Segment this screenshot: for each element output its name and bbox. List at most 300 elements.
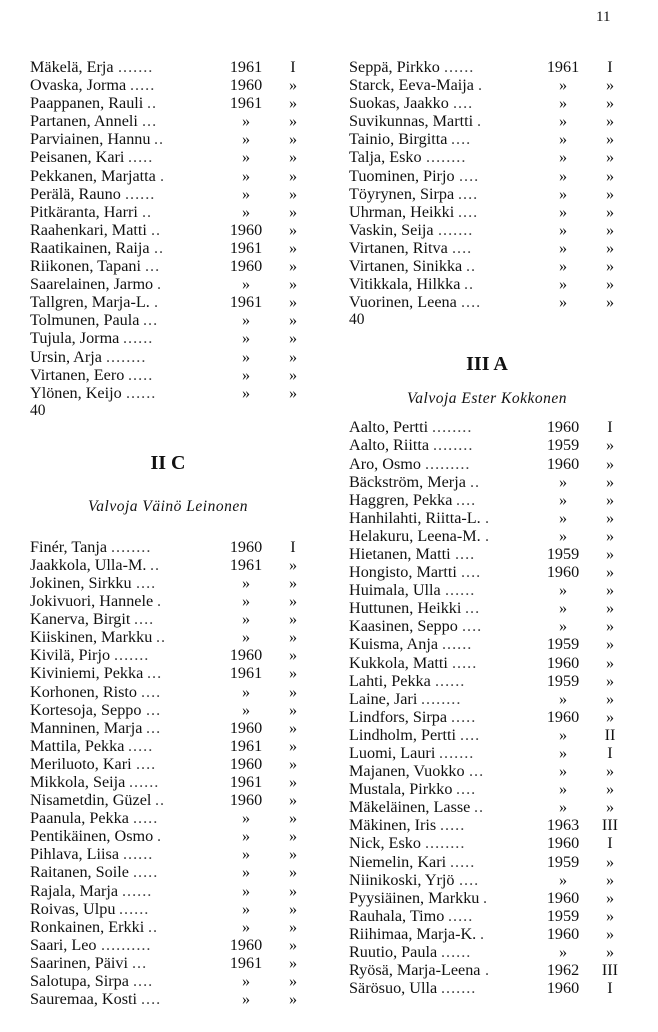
class-level: » bbox=[288, 646, 298, 665]
student-name: Perälä, Rauno bbox=[30, 184, 121, 203]
leader-dots: .. bbox=[156, 628, 167, 647]
class-level: » bbox=[288, 917, 298, 936]
student-row bbox=[30, 900, 306, 918]
leader-dots: .... bbox=[460, 725, 481, 744]
birth-year: » bbox=[558, 220, 568, 239]
left-column bbox=[30, 58, 306, 1008]
birth-year: » bbox=[241, 809, 251, 828]
student-name: Lindholm, Pertti bbox=[349, 725, 457, 744]
leader-dots: .... bbox=[451, 130, 472, 149]
birth-year: » bbox=[558, 581, 568, 600]
birth-year: » bbox=[558, 780, 568, 799]
leader-dots: . bbox=[480, 924, 486, 943]
class-level: » bbox=[288, 166, 298, 185]
student-count: 40 bbox=[349, 311, 365, 329]
birth-year: 1960 bbox=[229, 76, 263, 95]
student-name: Lahti, Pekka bbox=[349, 671, 431, 690]
leader-dots: .... bbox=[452, 238, 473, 257]
class-level: » bbox=[288, 935, 298, 954]
class-level: » bbox=[605, 76, 615, 95]
birth-year: » bbox=[241, 827, 251, 846]
student-row bbox=[30, 628, 306, 646]
class-level: » bbox=[605, 617, 615, 636]
class-level: » bbox=[605, 94, 615, 113]
class-heading: III A bbox=[466, 353, 508, 376]
leader-dots: ..... bbox=[451, 707, 477, 726]
leader-dots: .... bbox=[461, 293, 482, 312]
student-list bbox=[349, 58, 625, 311]
birth-year: » bbox=[558, 490, 568, 509]
birth-year: 1960 bbox=[229, 718, 263, 737]
leader-dots: ...... bbox=[123, 845, 154, 864]
class-level: II bbox=[604, 725, 616, 744]
leader-dots: ........ bbox=[111, 537, 152, 556]
class-level: » bbox=[288, 202, 298, 221]
class-level: » bbox=[288, 881, 298, 900]
student-row bbox=[30, 221, 306, 239]
student-row bbox=[30, 683, 306, 701]
student-name: Huttunen, Heikki bbox=[349, 599, 462, 618]
student-name: Kivilä, Pirjo bbox=[30, 646, 111, 665]
class-level: » bbox=[605, 798, 615, 817]
class-level: » bbox=[605, 526, 615, 545]
student-row bbox=[349, 257, 625, 275]
birth-year: 1960 bbox=[229, 935, 263, 954]
class-level: » bbox=[605, 943, 615, 962]
student-row bbox=[349, 167, 625, 185]
birth-year: » bbox=[558, 943, 568, 962]
student-name: Virtanen, Eero bbox=[30, 365, 125, 384]
birth-year: » bbox=[241, 990, 251, 1009]
birth-year: 1959 bbox=[546, 852, 580, 871]
student-row bbox=[349, 871, 625, 889]
leader-dots: ...... bbox=[129, 773, 160, 791]
birth-year: » bbox=[241, 184, 251, 203]
leader-dots: . bbox=[154, 293, 160, 312]
leader-dots: .... bbox=[136, 754, 157, 773]
student-row bbox=[349, 617, 625, 635]
leader-dots: . bbox=[478, 76, 484, 95]
leader-dots: ..... bbox=[452, 653, 478, 672]
student-name: Majanen, Vuokko bbox=[349, 762, 465, 781]
class-level: » bbox=[288, 700, 298, 719]
student-row bbox=[30, 845, 306, 863]
leader-dots: .... bbox=[456, 780, 477, 799]
leader-dots: ... bbox=[147, 664, 163, 683]
student-row bbox=[30, 348, 306, 366]
student-name: Jokivuori, Hannele bbox=[30, 592, 154, 611]
class-level: » bbox=[605, 581, 615, 600]
student-row bbox=[30, 148, 306, 166]
class-level: I bbox=[607, 744, 613, 762]
student-name: Helakuru, Leena-M. bbox=[349, 526, 481, 545]
leader-dots: ... bbox=[146, 700, 162, 719]
birth-year: 1961 bbox=[229, 293, 263, 312]
birth-year: » bbox=[558, 166, 568, 185]
student-row bbox=[30, 239, 306, 257]
class-supervisor: Valvoja Väinö Leinonen bbox=[88, 497, 248, 515]
class-level: » bbox=[288, 827, 298, 846]
student-name: Tuominen, Pirjo bbox=[349, 166, 455, 185]
student-name: Kaasinen, Seppo bbox=[349, 617, 458, 636]
leader-dots: ..... bbox=[128, 365, 154, 384]
birth-year: 1961 bbox=[229, 736, 263, 755]
birth-year: » bbox=[558, 526, 568, 545]
leader-dots: .... bbox=[134, 610, 155, 629]
class-level: » bbox=[605, 544, 615, 563]
student-name: Raatikainen, Raija bbox=[30, 238, 150, 257]
student-row bbox=[349, 744, 625, 762]
birth-year: » bbox=[558, 275, 568, 294]
class-level: » bbox=[605, 635, 615, 654]
class-level: » bbox=[288, 112, 298, 131]
student-name: Bäckström, Merja bbox=[349, 472, 466, 491]
birth-year: 1960 bbox=[546, 979, 580, 998]
birth-year: » bbox=[558, 508, 568, 527]
leader-dots: ........ bbox=[426, 148, 467, 167]
student-name: Kukkola, Matti bbox=[349, 653, 448, 672]
leader-dots: .... bbox=[141, 682, 162, 701]
student-name: Salotupa, Sirpa bbox=[30, 972, 129, 991]
class-level: » bbox=[288, 238, 298, 257]
class-level: I bbox=[607, 58, 613, 76]
student-name: Nisametdin, Güzel bbox=[30, 791, 152, 810]
birth-year: » bbox=[558, 293, 568, 312]
right-column bbox=[349, 58, 625, 997]
student-name: Riihimaa, Marja-K. bbox=[349, 924, 477, 943]
class-level: » bbox=[605, 238, 615, 257]
birth-year: » bbox=[241, 881, 251, 900]
student-row bbox=[349, 436, 625, 454]
birth-year: » bbox=[241, 700, 251, 719]
student-row bbox=[30, 918, 306, 936]
student-row bbox=[30, 701, 306, 719]
student-name: Niinikoski, Yrjö bbox=[349, 870, 455, 889]
student-row bbox=[30, 94, 306, 112]
birth-year: 1962 bbox=[546, 961, 580, 980]
student-row bbox=[349, 473, 625, 491]
student-name: Partanen, Anneli bbox=[30, 112, 138, 131]
student-name: Kanerva, Birgit bbox=[30, 610, 131, 629]
student-name: Vaskin, Seija bbox=[349, 220, 434, 239]
student-name: Pitkäranta, Harri bbox=[30, 202, 138, 221]
student-name: Jokinen, Sirkku bbox=[30, 573, 132, 592]
birth-year: 1960 bbox=[546, 888, 580, 907]
leader-dots: . bbox=[160, 166, 166, 185]
class-level: » bbox=[288, 863, 298, 882]
student-name: Mikkola, Seija bbox=[30, 773, 126, 791]
class-level: » bbox=[288, 573, 298, 592]
birth-year: 1961 bbox=[546, 58, 580, 76]
student-row bbox=[30, 384, 306, 402]
leader-dots: . bbox=[485, 961, 491, 980]
leader-dots: .... bbox=[458, 184, 479, 203]
class-level: » bbox=[288, 682, 298, 701]
birth-year: 1960 bbox=[546, 834, 580, 853]
student-name: Rajala, Marja bbox=[30, 881, 119, 900]
student-row bbox=[30, 112, 306, 130]
class-level: III bbox=[601, 816, 619, 835]
student-row bbox=[30, 773, 306, 791]
birth-year: » bbox=[241, 682, 251, 701]
student-row bbox=[349, 635, 625, 653]
student-row bbox=[30, 185, 306, 203]
birth-year: » bbox=[241, 275, 251, 294]
class-supervisor: Valvoja Ester Kokkonen bbox=[407, 390, 567, 408]
class-level: » bbox=[605, 707, 615, 726]
class-level: » bbox=[605, 599, 615, 618]
student-row bbox=[349, 203, 625, 221]
birth-year: 1960 bbox=[229, 257, 263, 276]
leader-dots: ........ bbox=[433, 436, 474, 455]
class-level: » bbox=[288, 365, 298, 384]
birth-year: 1963 bbox=[546, 816, 580, 835]
birth-year: » bbox=[241, 148, 251, 167]
class-level: » bbox=[605, 184, 615, 203]
birth-year: » bbox=[241, 311, 251, 330]
student-row bbox=[30, 366, 306, 384]
student-row bbox=[30, 293, 306, 311]
student-name: Seppä, Pirkko bbox=[349, 58, 440, 76]
leader-dots: ..... bbox=[128, 736, 154, 755]
student-row bbox=[349, 780, 625, 798]
leader-dots: ........ bbox=[106, 347, 147, 366]
birth-year: » bbox=[558, 238, 568, 257]
leader-dots: .... bbox=[461, 563, 482, 582]
student-row bbox=[349, 221, 625, 239]
birth-year: 1960 bbox=[229, 537, 263, 556]
birth-year: » bbox=[241, 628, 251, 647]
class-level: » bbox=[605, 275, 615, 294]
student-row bbox=[349, 672, 625, 690]
student-row bbox=[30, 556, 306, 574]
student-name: Parviainen, Hannu bbox=[30, 130, 151, 149]
birth-year: » bbox=[241, 863, 251, 882]
student-name: Paappanen, Rauli bbox=[30, 94, 144, 113]
student-name: Peisanen, Kari bbox=[30, 148, 125, 167]
student-row bbox=[30, 936, 306, 954]
class-level: » bbox=[288, 148, 298, 167]
class-level: » bbox=[605, 220, 615, 239]
birth-year: 1959 bbox=[546, 436, 580, 455]
leader-dots: ....... bbox=[439, 744, 475, 762]
class-level: » bbox=[605, 454, 615, 473]
student-name: Aalto, Riitta bbox=[349, 436, 430, 455]
leader-dots: .. bbox=[150, 555, 161, 574]
student-row bbox=[30, 592, 306, 610]
birth-year: 1961 bbox=[229, 94, 263, 113]
student-list bbox=[349, 418, 625, 997]
birth-year: » bbox=[241, 166, 251, 185]
student-name: Luomi, Lauri bbox=[349, 744, 436, 762]
class-level: » bbox=[605, 293, 615, 312]
student-row bbox=[30, 719, 306, 737]
birth-year: 1961 bbox=[229, 664, 263, 683]
student-name: Saarelainen, Jarmo bbox=[30, 275, 154, 294]
birth-year: » bbox=[241, 899, 251, 918]
birth-year: » bbox=[558, 798, 568, 817]
page-number: 11 bbox=[596, 9, 611, 25]
class-level: » bbox=[605, 508, 615, 527]
student-name: Kuisma, Anja bbox=[349, 635, 439, 654]
student-name: Virtanen, Sinikka bbox=[349, 257, 463, 276]
leader-dots: .. bbox=[154, 130, 165, 149]
leader-dots: .... bbox=[459, 166, 480, 185]
class-level: » bbox=[288, 592, 298, 611]
leader-dots: .... bbox=[459, 870, 480, 889]
student-row bbox=[349, 275, 625, 293]
birth-year: » bbox=[241, 592, 251, 611]
student-name: Saarinen, Päivi bbox=[30, 953, 129, 972]
student-row bbox=[30, 538, 306, 556]
class-level: » bbox=[288, 76, 298, 95]
leader-dots: ........ bbox=[425, 834, 466, 853]
class-level: » bbox=[605, 780, 615, 799]
student-name: Vuorinen, Leena bbox=[349, 293, 457, 312]
class-level: » bbox=[288, 736, 298, 755]
leader-dots: .... bbox=[133, 972, 154, 991]
birth-year: » bbox=[558, 762, 568, 781]
student-name: Ryösä, Marja-Leena bbox=[349, 961, 481, 980]
birth-year: 1961 bbox=[229, 953, 263, 972]
student-row bbox=[349, 491, 625, 509]
student-name: Haggren, Pekka bbox=[349, 490, 453, 509]
student-row bbox=[30, 972, 306, 990]
leader-dots: .... bbox=[462, 617, 483, 636]
student-row bbox=[349, 599, 625, 617]
student-name: Tolmunen, Paula bbox=[30, 311, 140, 330]
student-row bbox=[30, 574, 306, 592]
leader-dots: .. bbox=[466, 257, 477, 276]
leader-dots: .... bbox=[455, 544, 476, 563]
class-level: » bbox=[288, 990, 298, 1009]
leader-dots: ........ bbox=[432, 418, 473, 437]
birth-year: 1961 bbox=[229, 773, 263, 791]
leader-dots: .... bbox=[456, 490, 477, 509]
class-level: » bbox=[288, 275, 298, 294]
class-level: » bbox=[605, 653, 615, 672]
student-row bbox=[349, 943, 625, 961]
birth-year: » bbox=[558, 202, 568, 221]
birth-year: » bbox=[241, 917, 251, 936]
class-level: » bbox=[605, 436, 615, 455]
student-name: Aro, Osmo bbox=[349, 454, 421, 473]
student-name: Korhonen, Risto bbox=[30, 682, 138, 701]
student-row bbox=[349, 708, 625, 726]
leader-dots: .. bbox=[151, 220, 162, 239]
leader-dots: ...... bbox=[441, 943, 472, 962]
student-row bbox=[349, 690, 625, 708]
birth-year: 1961 bbox=[229, 555, 263, 574]
class-heading: II C bbox=[150, 451, 186, 474]
student-row bbox=[30, 167, 306, 185]
leader-dots: .. bbox=[464, 275, 475, 294]
student-name: Tainio, Birgitta bbox=[349, 130, 448, 149]
student-row bbox=[30, 990, 306, 1008]
student-row bbox=[349, 563, 625, 581]
birth-year: » bbox=[241, 130, 251, 149]
class-level: » bbox=[288, 773, 298, 791]
class-level: » bbox=[288, 809, 298, 828]
student-name: Raahenkari, Matti bbox=[30, 220, 147, 239]
student-row bbox=[30, 664, 306, 682]
leader-dots: .... bbox=[136, 573, 157, 592]
student-row bbox=[30, 610, 306, 628]
birth-year: 1960 bbox=[546, 707, 580, 726]
student-name: Suokas, Jaakko bbox=[349, 94, 449, 113]
leader-dots: .... bbox=[141, 990, 162, 1009]
birth-year: » bbox=[558, 94, 568, 113]
student-row bbox=[349, 853, 625, 871]
student-name: Hanhilahti, Riitta-L. bbox=[349, 508, 481, 527]
birth-year: » bbox=[558, 744, 568, 762]
student-row bbox=[30, 954, 306, 972]
leader-dots: ....... bbox=[441, 979, 477, 998]
student-row bbox=[349, 979, 625, 997]
leader-dots: .... bbox=[453, 94, 474, 113]
student-name: Pyysiäinen, Markku bbox=[349, 888, 480, 907]
student-row bbox=[349, 293, 625, 311]
student-row bbox=[30, 646, 306, 664]
student-name: Niemelin, Kari bbox=[349, 852, 447, 871]
student-name: Hietanen, Matti bbox=[349, 544, 451, 563]
class-level: » bbox=[288, 555, 298, 574]
birth-year: 1960 bbox=[546, 454, 580, 473]
student-row bbox=[30, 882, 306, 900]
student-row bbox=[349, 925, 625, 943]
class-level: » bbox=[288, 293, 298, 312]
student-name: Vitikkala, Hilkka bbox=[349, 275, 461, 294]
leader-dots: .......... bbox=[101, 935, 152, 954]
student-row bbox=[30, 130, 306, 148]
leader-dots: .. bbox=[147, 94, 158, 113]
leader-dots: . bbox=[485, 508, 491, 527]
student-row bbox=[349, 545, 625, 563]
student-name: Nick, Esko bbox=[349, 834, 421, 853]
class-level: » bbox=[288, 130, 298, 149]
leader-dots: ..... bbox=[130, 76, 156, 95]
class-level: » bbox=[605, 130, 615, 149]
birth-year: » bbox=[241, 972, 251, 991]
student-name: Ylönen, Keijo bbox=[30, 383, 122, 402]
leader-dots: ...... bbox=[122, 881, 153, 900]
student-row bbox=[349, 239, 625, 257]
student-row bbox=[30, 58, 306, 76]
student-row bbox=[30, 76, 306, 94]
birth-year: 1960 bbox=[546, 418, 580, 437]
leader-dots: ... bbox=[143, 311, 159, 330]
class-level: » bbox=[288, 383, 298, 402]
leader-dots: . bbox=[157, 592, 163, 611]
student-row bbox=[349, 130, 625, 148]
birth-year: » bbox=[241, 329, 251, 348]
student-row bbox=[349, 185, 625, 203]
birth-year: » bbox=[558, 112, 568, 131]
class-level: » bbox=[288, 972, 298, 991]
class-level: » bbox=[288, 754, 298, 773]
student-name: Mäkelä, Erja bbox=[30, 58, 114, 76]
birth-year: 1960 bbox=[546, 563, 580, 582]
leader-dots: .. bbox=[470, 472, 481, 491]
leader-dots: ...... bbox=[125, 184, 156, 203]
class-level: » bbox=[288, 220, 298, 239]
student-name: Sauremaa, Kosti bbox=[30, 990, 137, 1009]
student-name: Finér, Tanja bbox=[30, 537, 108, 556]
student-name: Ronkainen, Erkki bbox=[30, 917, 145, 936]
student-row bbox=[349, 509, 625, 527]
leader-dots: ..... bbox=[133, 863, 159, 882]
leader-dots: ...... bbox=[444, 58, 475, 76]
